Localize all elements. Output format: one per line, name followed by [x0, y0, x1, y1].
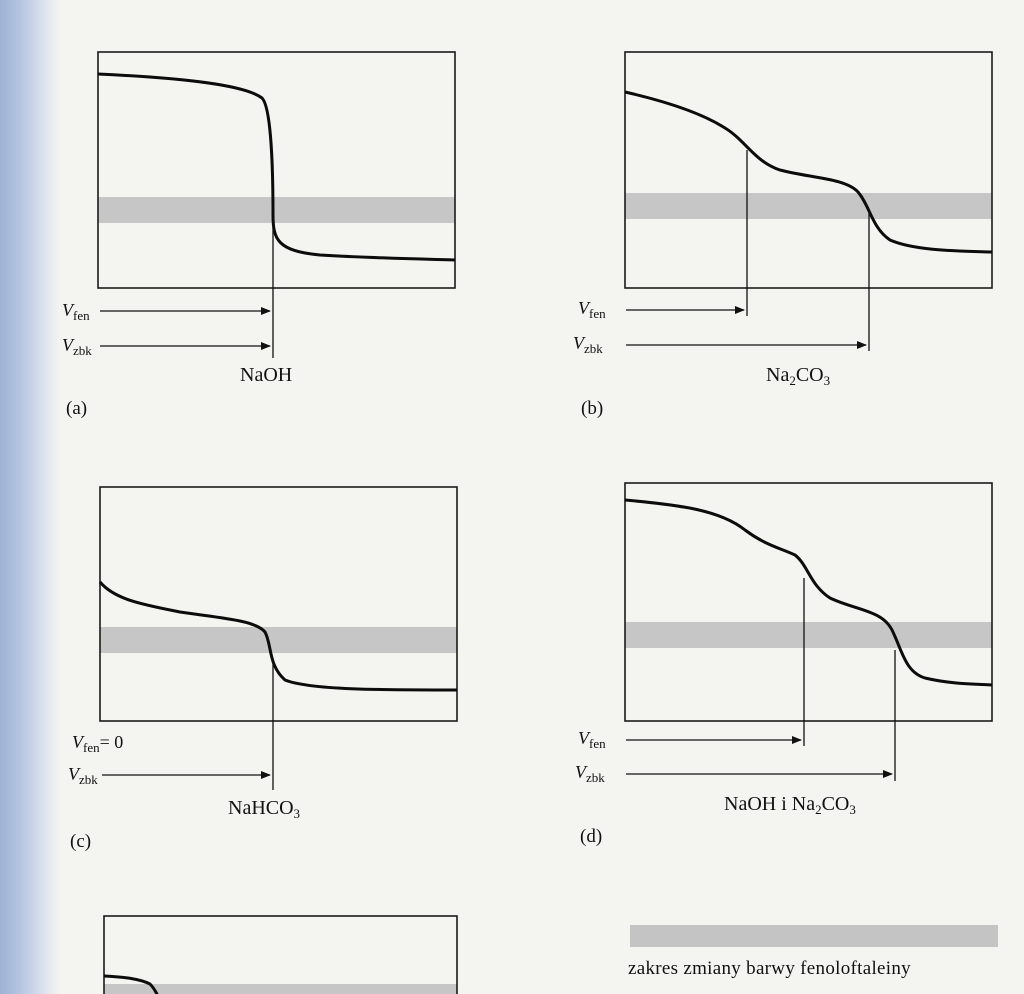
panel-d-vzbk-label: $V_{zbk}$: [575, 762, 605, 785]
panel-c-title: NaHCO$_3$: [228, 797, 301, 821]
binding-shadow: [0, 0, 60, 994]
panel-c-band: [100, 627, 457, 653]
panel-a-title: NaOH: [240, 364, 293, 386]
panel-d-frame: [625, 483, 992, 721]
panel-a-curve: [98, 74, 455, 260]
panel-b-letter: (b): [581, 398, 604, 419]
panel-d-vfen-label: $V_{fen}$: [578, 728, 606, 751]
panel-a-vfen-label: $V_{fen}$: [62, 300, 90, 323]
panel-c-vfen-label: $V_{fen}= 0$: [72, 732, 124, 755]
panel-c-frame: [100, 487, 457, 721]
panel-b: [625, 52, 992, 351]
panel-d-title: NaOH i $Na_2CO_3$: [724, 793, 856, 817]
panel-b-title: $Na_2CO_3$: [766, 364, 831, 388]
panel-c: [100, 487, 457, 790]
legend-band-swatch: [630, 925, 998, 947]
panel-b-vfen-label: $V_{fen}$: [578, 298, 606, 321]
panel-c-vzbk-label: $V_{zbk}$: [68, 764, 98, 787]
panel-e: [104, 916, 457, 994]
panel-d: [625, 483, 992, 781]
panel-a-band: [98, 197, 455, 223]
panel-d-band: [625, 622, 992, 648]
panel-b-vzbk-label: $V_{zbk}$: [573, 333, 603, 356]
panel-a-letter: (a): [66, 398, 88, 419]
panel-a: [98, 52, 455, 358]
panel-e-frame: [104, 916, 457, 994]
panel-d-curve: [625, 500, 992, 685]
panel-a-frame: [98, 52, 455, 288]
panel-d-letter: (d): [580, 826, 603, 847]
panel-b-frame: [625, 52, 992, 288]
legend-text: zakres zmiany barwy fenoloftaleiny: [628, 958, 911, 979]
panel-a-vzbk-label: $V_{zbk}$: [62, 335, 92, 358]
panel-c-letter: (c): [70, 831, 92, 852]
panel-b-band: [625, 193, 992, 219]
panel-b-curve: [625, 92, 992, 252]
